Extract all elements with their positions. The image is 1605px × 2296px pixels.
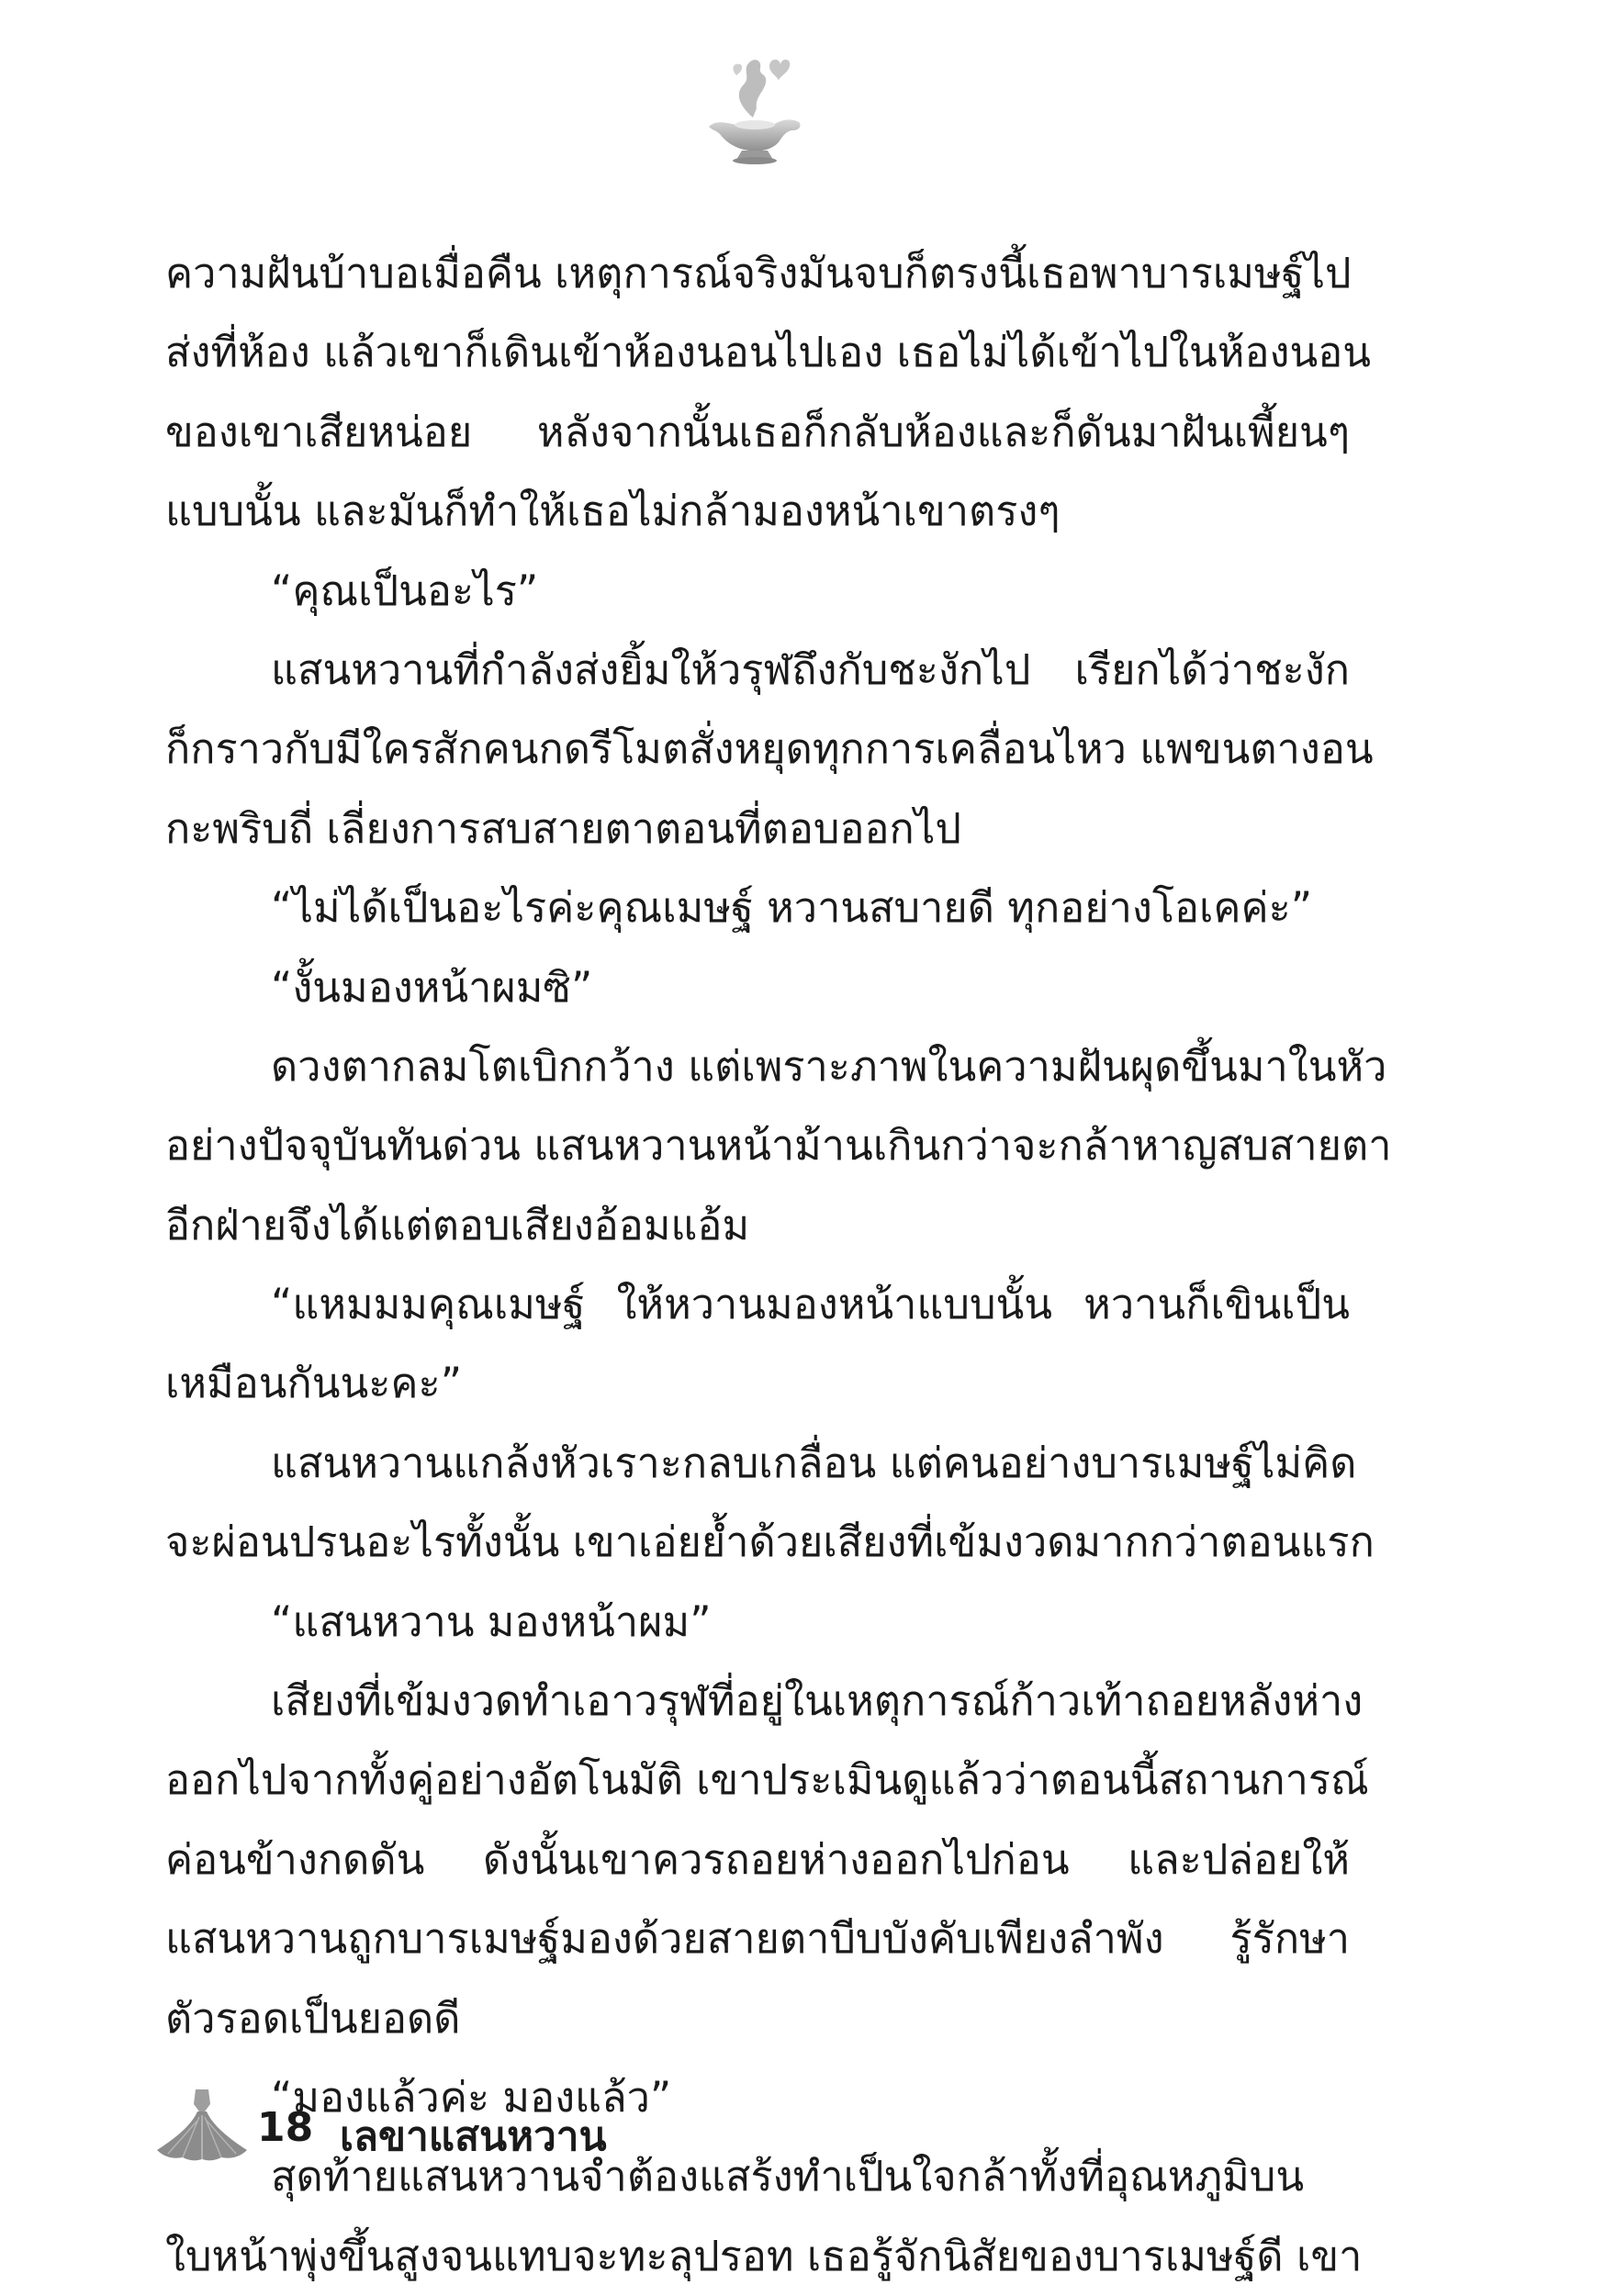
- text-line: จะผ่อนปรนอะไรทั้งนั้น เขาเอ่ยย้ำด้วยเสียงที่เข้มงวดมากกว่าตอนแรก: [165, 1518, 1375, 1567]
- text-line: กะพริบถี่ เลี่ยงการสบสายตาตอนที่ตอบออกไป: [165, 803, 961, 853]
- text-line: “คุณเป็นอะไร”: [271, 566, 539, 615]
- book-title: เลขาแสนหวาน: [340, 2113, 607, 2160]
- text-line: แสนหวานแกล้งหัวเราะกลบเกลื่อน แต่คนอย่างบารเมษฐ์ไม่คิด: [271, 1438, 1357, 1487]
- text-line: ของเขาเสียหน่อย หลังจากนั้นเธอก็กลับห้องและก็ดันมาฝันเพี้ยนๆ: [165, 407, 1350, 456]
- text-line: ก็กราวกับมีใครสักคนกดรีโมตสั่งหยุดทุกการเคลื่อนไหว แพขนตางอน: [165, 724, 1374, 774]
- text-line: แบบนั้น และมันก็ทำให้เธอไม่กล้ามองหน้าเขาตรงๆ: [165, 487, 1061, 536]
- text-line: “แหมมมคุณเมษฐ์ ให้หวานมองหน้าแบบนั้น หวานก็เขินเป็น: [271, 1280, 1350, 1329]
- text-line: ค่อนข้างกดดัน ดังนั้นเขาควรถอยห่างออกไปก่อน และปล่อยให้: [165, 1834, 1350, 1884]
- text-line: ดวงตากลมโตเบิกกว้าง แต่เพราะภาพในความฝันผุดขึ้นมาในหัว: [271, 1041, 1387, 1091]
- text-line: แสนหวานถูกบารเมษฐ์มองด้วยสายตาบีบบังคับเพียงลำพัง รู้รักษา: [165, 1914, 1350, 1964]
- page-number: 18: [257, 2104, 314, 2151]
- text-line: สุดท้ายแสนหวานจำต้องแสร้งทำเป็นใจกล้าทั้งที่อุณหภูมิบน: [271, 2152, 1305, 2201]
- text-line: “ไม่ได้เป็นอะไรค่ะคุณเมษฐ์ หวานสบายดี ทุกอย่างโอเคค่ะ”: [271, 883, 1313, 933]
- text-line: แสนหวานที่กำลังส่งยิ้มให้วรุฬถึงกับชะงักไป เรียกได้ว่าชะงัก: [271, 644, 1350, 694]
- dress-icon: [152, 2084, 253, 2167]
- text-line: ออกไปจากทั้งคู่อย่างอัตโนมัติ เขาประเมินดูแล้วว่าตอนนี้สถานการณ์: [165, 1755, 1369, 1805]
- text-line: “งั้นมองหน้าผมซิ”: [271, 962, 593, 1012]
- magic-lamp-icon: [689, 46, 817, 174]
- text-line: ความฝันบ้าบอเมื่อคืน เหตุการณ์จริงมันจบก็ตรงนี้เธอพาบารเมษฐ์ไป: [165, 249, 1352, 297]
- text-line: อย่างปัจจุบันทันด่วน แสนหวานหน้าม้านเกินกว่าจะกล้าหาญสบสายตา: [165, 1121, 1392, 1170]
- text-line: ตัวรอดเป็นยอดดี: [165, 1993, 461, 2043]
- text-line: เสียงที่เข้มงวดทำเอาวรุฬที่อยู่ในเหตุการณ์ก้าวเท้าถอยหลังห่าง: [271, 1676, 1364, 1726]
- text-line: อีกฝ่ายจึงได้แต่ตอบเสียงอ้อมแอ้ม: [165, 1200, 750, 1249]
- text-line: “มองแล้วค่ะ มองแล้ว”: [271, 2072, 672, 2122]
- text-line: ส่งที่ห้อง แล้วเขาก็เดินเข้าห้องนอนไปเอง เธอไม่ได้เข้าไปในห้องนอน: [165, 328, 1372, 377]
- text-line: ใบหน้าพุ่งขึ้นสูงจนแทบจะทะลุปรอท เธอรู้จักนิสัยของบารเมษฐ์ดี เขา: [165, 2231, 1363, 2280]
- text-line: “แสนหวาน มองหน้าผม”: [271, 1596, 712, 1646]
- body-text: [165, 234, 1392, 2296]
- text-line: เหมือนกันนะคะ”: [165, 1359, 463, 1408]
